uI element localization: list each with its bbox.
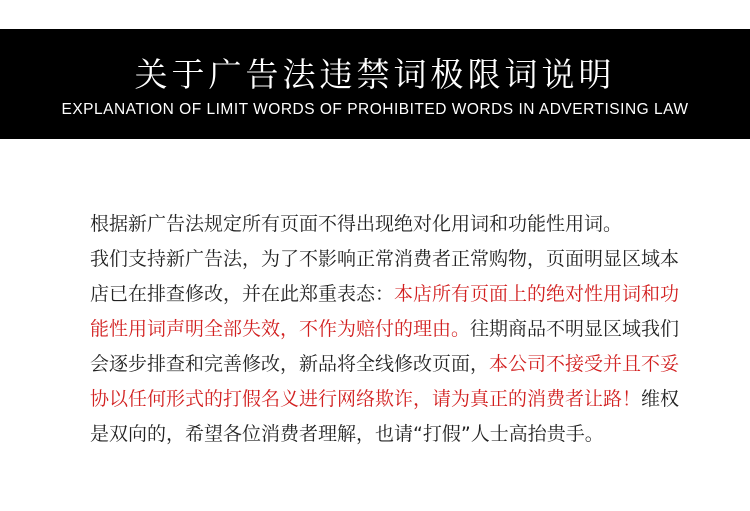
notice-paragraph-1: 根据新广告法规定所有页面不得出现绝对化用词和功能性用词。 [90,213,623,235]
notice-ending: 维权是双向的，希望各位消费者理解，也请“打假”人士高抬贵手。 [90,388,680,445]
notice-middle: 往期商品不明显区域我们会逐步排查和完善修改，新品将全线修改页面， [90,318,680,375]
notice-warning-highlight: 本公司不接受并且不妥协以任何形式的打假名义进行网络欺诈，请为真正的消费者让路！ [90,353,680,410]
notice-text [90,207,680,452]
notice-intro: 我们支持新广告法，为了不影响正常消费者正常购物，页面明显区域本店已在排查修改，并在此郑重表态： [90,248,680,305]
page-subtitle: EXPLANATION OF LIMIT WORDS OF PROHIBITED WORDS IN ADVERTISING LAW [61,101,689,118]
notice-statement-highlight: 本店所有页面上的绝对性用词和功能性用词声明全部失效，不作为赔付的理由。 [90,283,680,340]
page-title: 关于广告法违禁词极限词说明 [134,55,616,94]
